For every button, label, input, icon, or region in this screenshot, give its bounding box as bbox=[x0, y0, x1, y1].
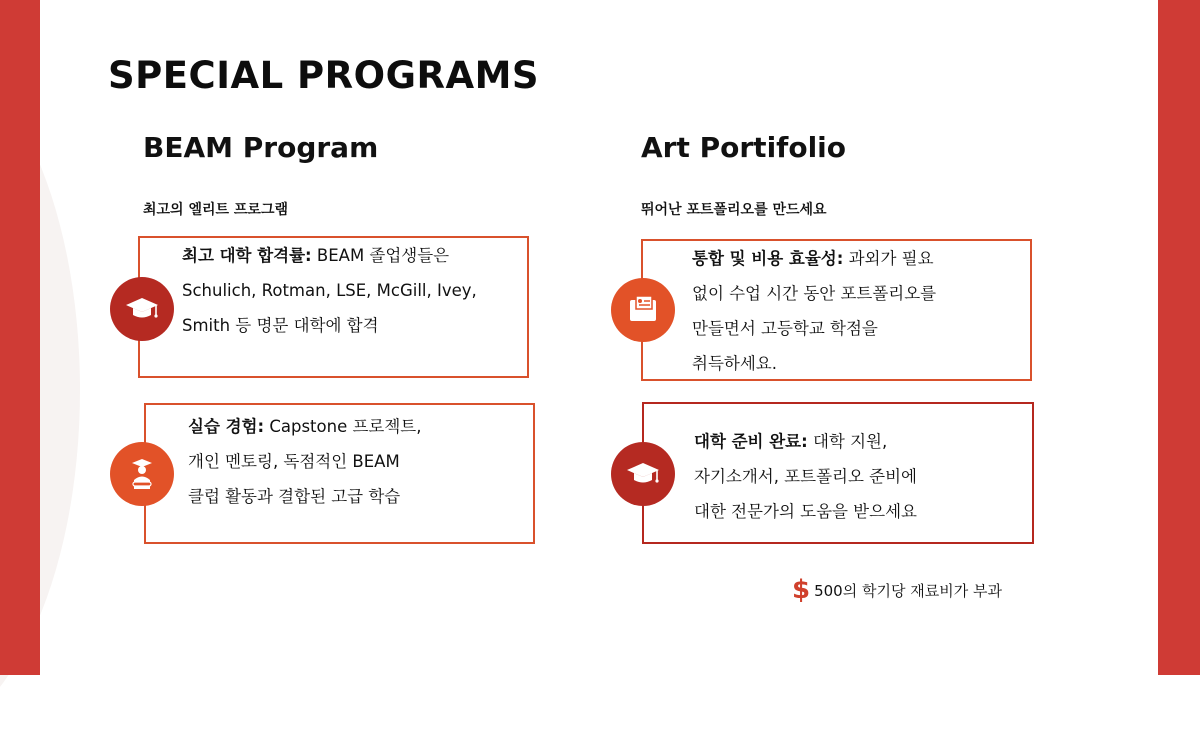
portfolio-folder-icon bbox=[611, 278, 675, 342]
card-line: 개인 멘토링, 독점적인 BEAM bbox=[188, 452, 400, 471]
material-fee-note bbox=[792, 577, 1002, 603]
card-bold-label: 통합 및 비용 효율성: bbox=[692, 249, 844, 268]
art-card-college-ready bbox=[642, 402, 1034, 544]
card-line: 없이 수업 시간 동안 포트폴리오를 bbox=[692, 284, 937, 303]
beam-subtitle: 최고의 엘리트 프로그램 bbox=[143, 202, 288, 218]
fee-text: 500의 학기당 재료비가 부과 bbox=[814, 581, 1002, 600]
left-accent-bar bbox=[0, 0, 40, 675]
art-card-integration-text bbox=[692, 241, 1030, 381]
beam-card-admission bbox=[138, 236, 529, 378]
card-line: 취득하세요. bbox=[692, 354, 777, 373]
card-bold-label: 실습 경험: bbox=[188, 417, 265, 436]
art-heading: Art Portifolio bbox=[641, 131, 847, 164]
dollar-icon: $ bbox=[792, 575, 811, 605]
card-line: 대한 전문가의 도움을 받으세요 bbox=[694, 502, 917, 521]
graduate-diploma-icon bbox=[110, 442, 174, 506]
art-card-integration bbox=[641, 239, 1032, 381]
beam-card-experience-text bbox=[188, 409, 533, 514]
slide-title: SPECIAL PROGRAMS bbox=[108, 54, 540, 97]
card-bold-label: 대학 준비 완료: bbox=[694, 432, 808, 451]
card-line: 자기소개서, 포트폴리오 준비에 bbox=[694, 467, 917, 486]
card-line: 만들면서 고등학교 학점을 bbox=[692, 319, 878, 338]
art-subtitle: 뛰어난 포트폴리오를 만드세요 bbox=[641, 202, 827, 218]
card-line: BEAM 졸업생들은 bbox=[311, 246, 450, 265]
card-line: 대학 지원, bbox=[807, 432, 888, 451]
card-line: 과외가 필요 bbox=[843, 249, 934, 268]
graduation-cap-icon bbox=[611, 442, 675, 506]
beam-card-admission-text bbox=[182, 238, 527, 343]
card-line: Schulich, Rotman, LSE, McGill, Ivey, bbox=[182, 281, 477, 300]
art-card-college-ready-text bbox=[694, 424, 1032, 529]
beam-card-experience bbox=[144, 403, 535, 544]
card-line: 클럽 활동과 결합된 고급 학습 bbox=[188, 487, 401, 506]
card-bold-label: 최고 대학 합격률: bbox=[182, 246, 312, 265]
card-line: Smith 등 명문 대학에 합격 bbox=[182, 316, 379, 335]
graduation-cap-icon bbox=[110, 277, 174, 341]
card-line: Capstone 프로젝트, bbox=[264, 417, 422, 436]
beam-heading: BEAM Program bbox=[143, 131, 379, 164]
right-accent-bar bbox=[1158, 0, 1200, 675]
